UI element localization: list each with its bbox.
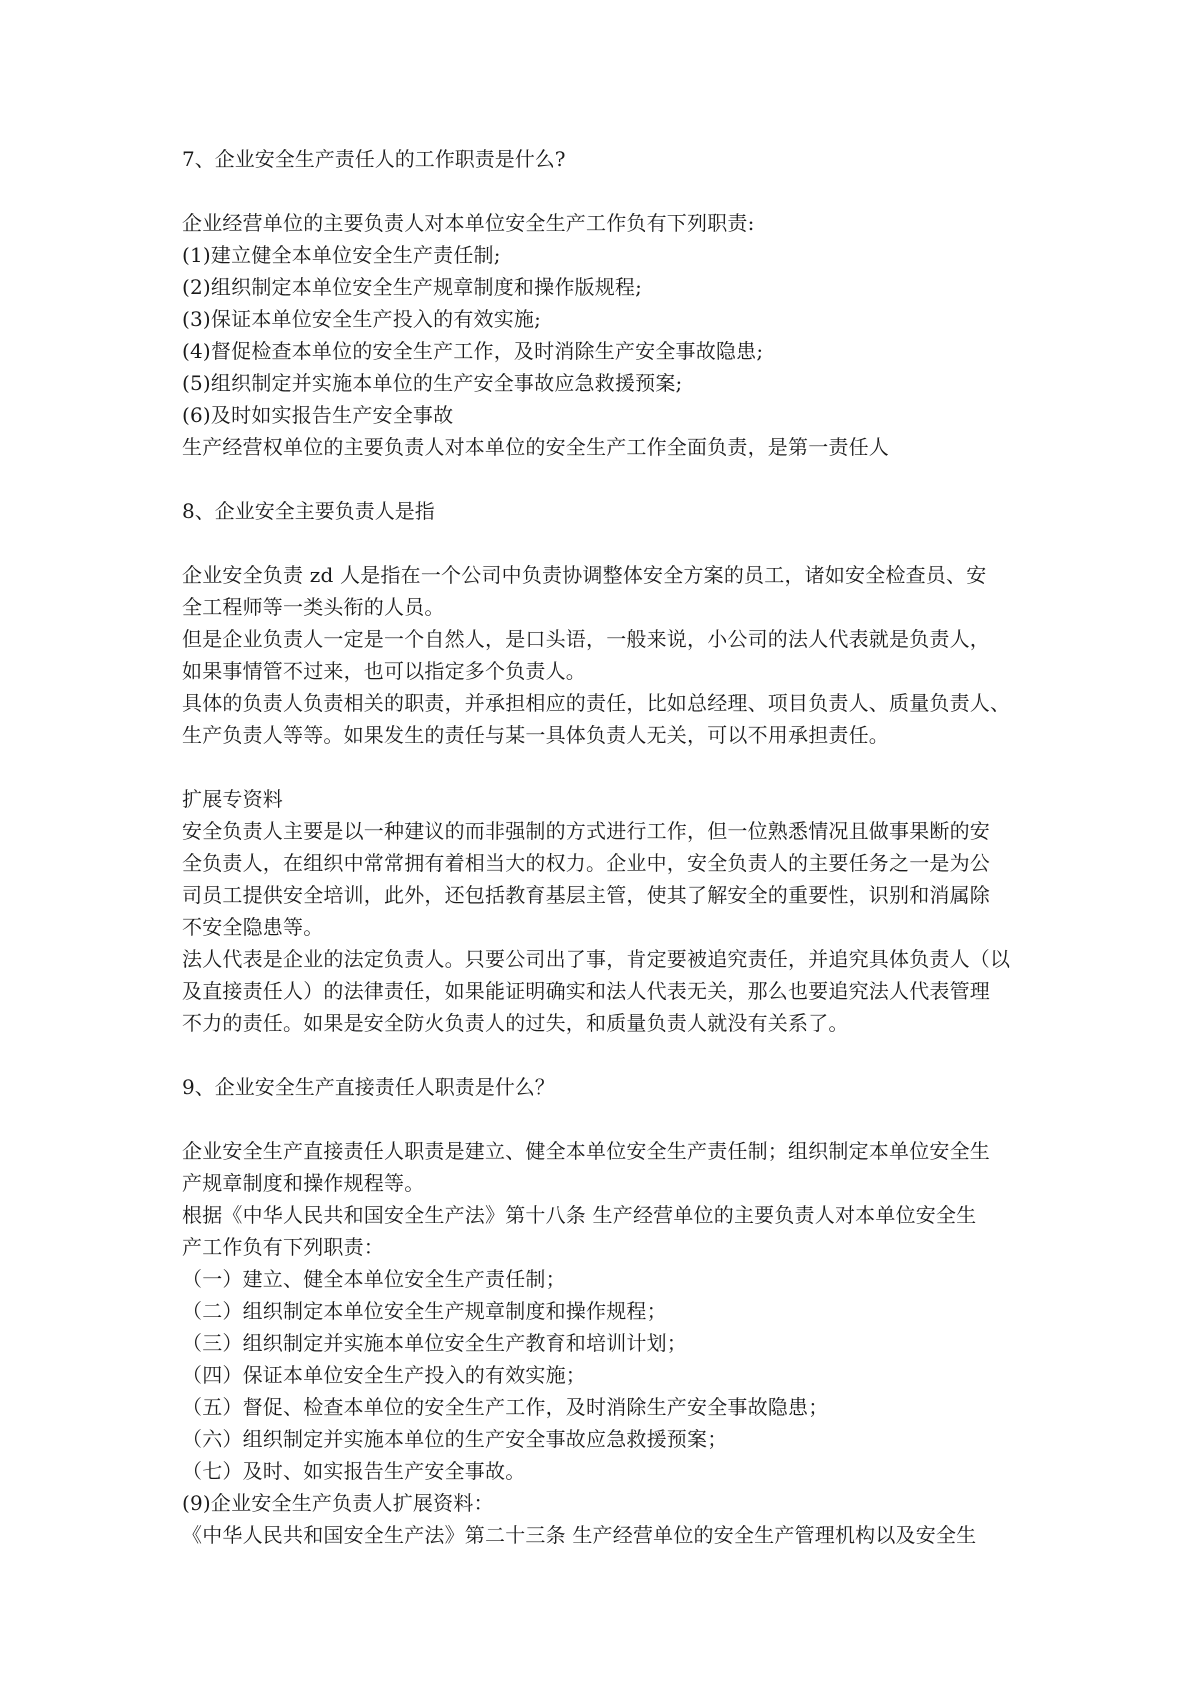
spacer	[182, 463, 1022, 495]
paragraph-line: 根据《中华人民共和国安全生产法》第十八条 生产经营单位的主要负责人对本单位安全生	[182, 1203, 977, 1227]
list-item: （六）组织制定并实施本单位的生产安全事故应急救援预案；	[182, 1427, 728, 1451]
paragraph-line: 产规章制度和操作规程等。	[182, 1171, 425, 1195]
list-item: (1)建立健全本单位安全生产责任制;	[182, 243, 501, 267]
list-item: （二）组织制定本单位安全生产规章制度和操作规程；	[182, 1299, 667, 1323]
spacer	[182, 1039, 1022, 1071]
paragraph-line: 及直接责任人）的法律责任，如果能证明确实和法人代表无关，那么也要追究法人代表管理	[182, 979, 990, 1003]
paragraph-line: (9)企业安全生产负责人扩展资料：	[182, 1491, 494, 1515]
paragraph-line: 全工程师等一类头衔的人员。	[182, 595, 445, 619]
list-item: (5)组织制定并实施本单位的生产安全事故应急救援预案;	[182, 371, 683, 395]
list-item: （一）建立、健全本单位安全生产责任制；	[182, 1267, 566, 1291]
paragraph-line: 不安全隐患等。	[182, 915, 324, 939]
paragraph-line: 不力的责任。如果是安全防火负责人的过失，和质量负责人就没有关系了。	[182, 1011, 849, 1035]
paragraph-line: 具体的负责人负责相关的职责，并承担相应的责任，比如总经理、项目负责人、质量负责人、	[182, 691, 1011, 715]
paragraph-line: 生产负责人等等。如果发生的责任与某一具体负责人无关，可以不用承担责任。	[182, 723, 889, 747]
list-item: (2)组织制定本单位安全生产规章制度和操作版规程;	[182, 275, 643, 299]
paragraph-line: 企业安全负责 zd 人是指在一个公司中负责协调整体安全方案的员工，诸如安全检查员、安	[182, 563, 987, 587]
paragraph-line: 产工作负有下列职责：	[182, 1235, 384, 1259]
paragraph-line: 全负责人，在组织中常常拥有着相当大的权力。企业中，安全负责人的主要任务之一是为公	[182, 851, 990, 875]
paragraph-line: 如果事情管不过来，也可以指定多个负责人。	[182, 659, 586, 683]
spacer	[182, 751, 1022, 783]
paragraph-line: 但是企业负责人一定是一个自然人，是口头语，一般来说，小公司的法人代表就是负责人，	[182, 627, 990, 651]
list-item: （七）及时、如实报告生产安全事故。	[182, 1459, 526, 1483]
list-item: (4)督促检查本单位的安全生产工作，及时消除生产安全事故隐患;	[182, 339, 764, 363]
spacer	[182, 175, 1022, 207]
list-item: (6)及时如实报告生产安全事故	[182, 403, 454, 427]
paragraph-line: 司员工提供安全培训，此外，还包括教育基层主管，使其了解安全的重要性，识别和消属除	[182, 883, 990, 907]
paragraph-line: 法人代表是企业的法定负责人。只要公司出了事，肯定要被追究责任，并追究具体负责人（以	[182, 947, 1011, 971]
spacer	[182, 1103, 1022, 1135]
list-item: （五）督促、检查本单位的安全生产工作，及时消除生产安全事故隐患；	[182, 1395, 829, 1419]
paragraph-line: 《中华人民共和国安全生产法》第二十三条 生产经营单位的安全生产管理机构以及安全生	[182, 1523, 977, 1547]
paragraph-line: 企业经营单位的主要负责人对本单位安全生产工作负有下列职责:	[182, 211, 755, 235]
paragraph-line: 生产经营权单位的主要负责人对本单位的安全生产工作全面负责，是第一责任人	[182, 435, 889, 459]
extra-heading: 扩展专资料	[182, 787, 283, 811]
section-7-heading: 7、企业安全生产责任人的工作职责是什么?	[182, 147, 566, 171]
list-item: (3)保证本单位安全生产投入的有效实施;	[182, 307, 542, 331]
paragraph-line: 企业安全生产直接责任人职责是建立、健全本单位安全生产责任制；组织制定本单位安全生	[182, 1139, 990, 1163]
section-8-heading: 8、企业安全主要负责人是指	[182, 499, 435, 523]
section-9-heading: 9、企业安全生产直接责任人职责是什么？	[182, 1075, 555, 1099]
list-item: （三）组织制定并实施本单位安全生产教育和培训计划；	[182, 1331, 687, 1355]
spacer	[182, 527, 1022, 559]
list-item: （四）保证本单位安全生产投入的有效实施；	[182, 1363, 586, 1387]
document-page	[182, 143, 1022, 1551]
paragraph-line: 安全负责人主要是以一种建议的而非强制的方式进行工作，但一位熟悉情况且做事果断的安	[182, 819, 990, 843]
